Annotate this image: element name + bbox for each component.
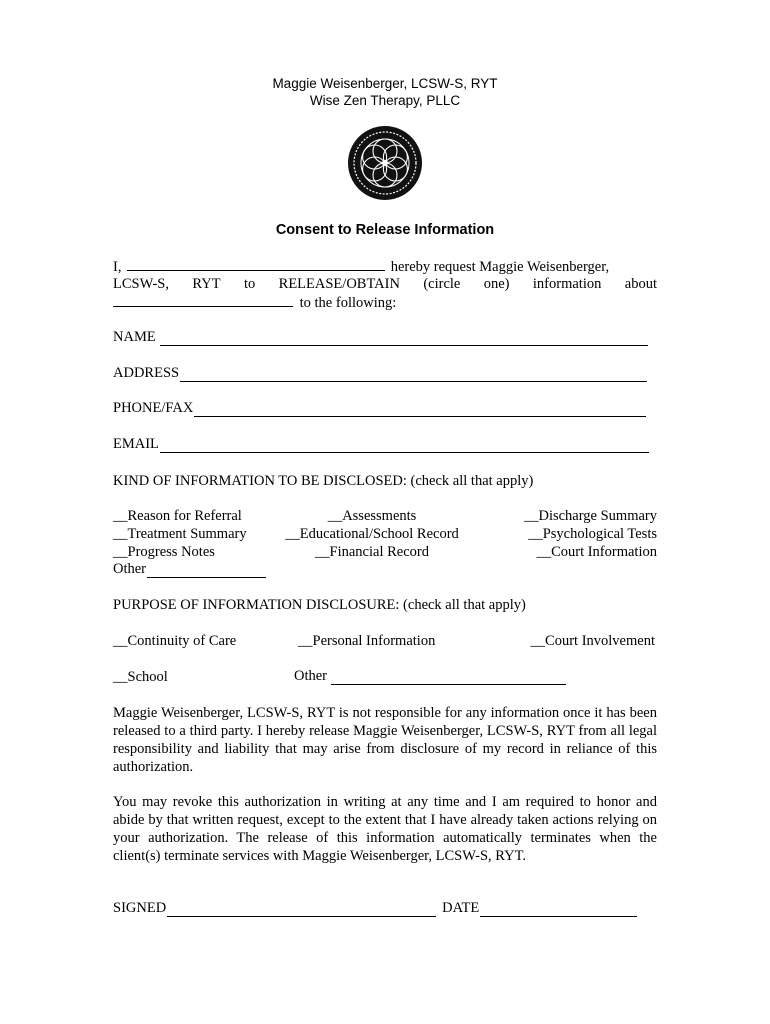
date-label: DATE [442,900,480,916]
request-prefix: I, [113,259,122,275]
name-field[interactable] [113,329,648,346]
request-word: about [624,276,657,292]
checkbox-court-information[interactable]: __Court Information [536,544,657,560]
checkbox-continuity-of-care[interactable]: __Continuity of Care [113,633,237,649]
kind-column-2 [284,507,460,561]
request-word: to [243,276,256,292]
checkbox-personal-information[interactable]: __Personal Information [298,633,436,649]
phone-fax-label: PHONE/FAX [113,400,194,416]
mandala-logo-icon [346,124,424,202]
checkbox-reason-for-referral[interactable]: __Reason for Referral [113,508,242,524]
about-name-blank[interactable] [113,293,293,307]
address-label: ADDRESS [113,365,180,381]
address-field[interactable] [113,365,647,382]
checkbox-discharge-summary[interactable]: __Discharge Summary [523,508,657,524]
request-word: one) [483,276,510,292]
checkbox-financial-record[interactable]: __Financial Record [315,544,429,560]
practitioner-name: Maggie Weisenberger, LCSW-S, RYT [272,76,498,91]
kind-other-label: Other [113,561,147,577]
request-suffix: hereby request Maggie Weisenberger, [390,259,610,275]
checkbox-treatment-summary[interactable]: __Treatment Summary [113,526,247,542]
request-line-2 [113,275,657,293]
email-label: EMAIL [113,436,159,452]
kind-other-field[interactable] [113,561,266,578]
kind-column-3 [457,507,657,561]
practice-name: Wise Zen Therapy, PLLC [309,93,461,108]
signature-row [113,900,637,917]
checkbox-progress-notes[interactable]: __Progress Notes [113,544,215,560]
name-input-line[interactable] [160,332,648,346]
purpose-other-input-line[interactable] [331,671,566,685]
form-title: Consent to Release Information [275,222,495,238]
kind-heading: KIND OF INFORMATION TO BE DISCLOSED: (check all that apply) [113,473,534,489]
phone-fax-input-line[interactable] [194,403,646,417]
request-word: LCSW-S, [113,276,169,292]
checkbox-psychological-tests[interactable]: __Psychological Tests [528,526,657,542]
kind-column-1 [113,507,247,561]
kind-other-input-line[interactable] [147,564,266,578]
revocation-paragraph: You may revoke this authorization in writing at any time and I am required to honor and abide by that written request, except to the extent that I have already taken actions relying on your authorization. The release of this information automatically terminates when the client(s) terminate services with Maggie Weisenberger, LCSW-S, RYT. [113,794,657,864]
address-input-line[interactable] [180,368,647,382]
purpose-heading: PURPOSE OF INFORMATION DISCLOSURE: (check all that apply) [113,597,526,613]
checkbox-assessments[interactable]: __Assessments [327,508,417,524]
phone-fax-field[interactable] [113,400,646,417]
purpose-other-field[interactable] [294,668,566,685]
request-word: (circle [423,276,461,292]
client-name-blank[interactable] [127,257,385,271]
email-input-line[interactable] [160,439,649,453]
request-line-1 [113,257,609,276]
signature-input-line[interactable] [167,903,436,917]
checkbox-school[interactable]: __School [113,669,168,685]
request-line-3-suffix: to the following: [299,295,397,311]
request-line-3 [113,293,396,312]
release-obtain-choice[interactable]: RELEASE/OBTAIN [278,276,400,292]
email-field[interactable] [113,436,649,453]
request-word: RYT [192,276,221,292]
purpose-other-label: Other [294,668,328,684]
checkbox-court-involvement[interactable]: __Court Involvement [530,633,655,649]
name-label: NAME [113,329,156,345]
signed-label: SIGNED [113,900,167,916]
disclaimer-paragraph: Maggie Weisenberger, LCSW-S, RYT is not responsible for any information once it has been released to a third party. I hereby release Maggie Weisenberger, LCSW-S, RYT from all legal responsibility and liability that may arise from disclosure of my record in reliance of this authorization. [113,705,657,775]
checkbox-educational-school-record[interactable]: __Educational/School Record [285,526,459,542]
request-word: information [532,276,602,292]
date-input-line[interactable] [480,903,637,917]
